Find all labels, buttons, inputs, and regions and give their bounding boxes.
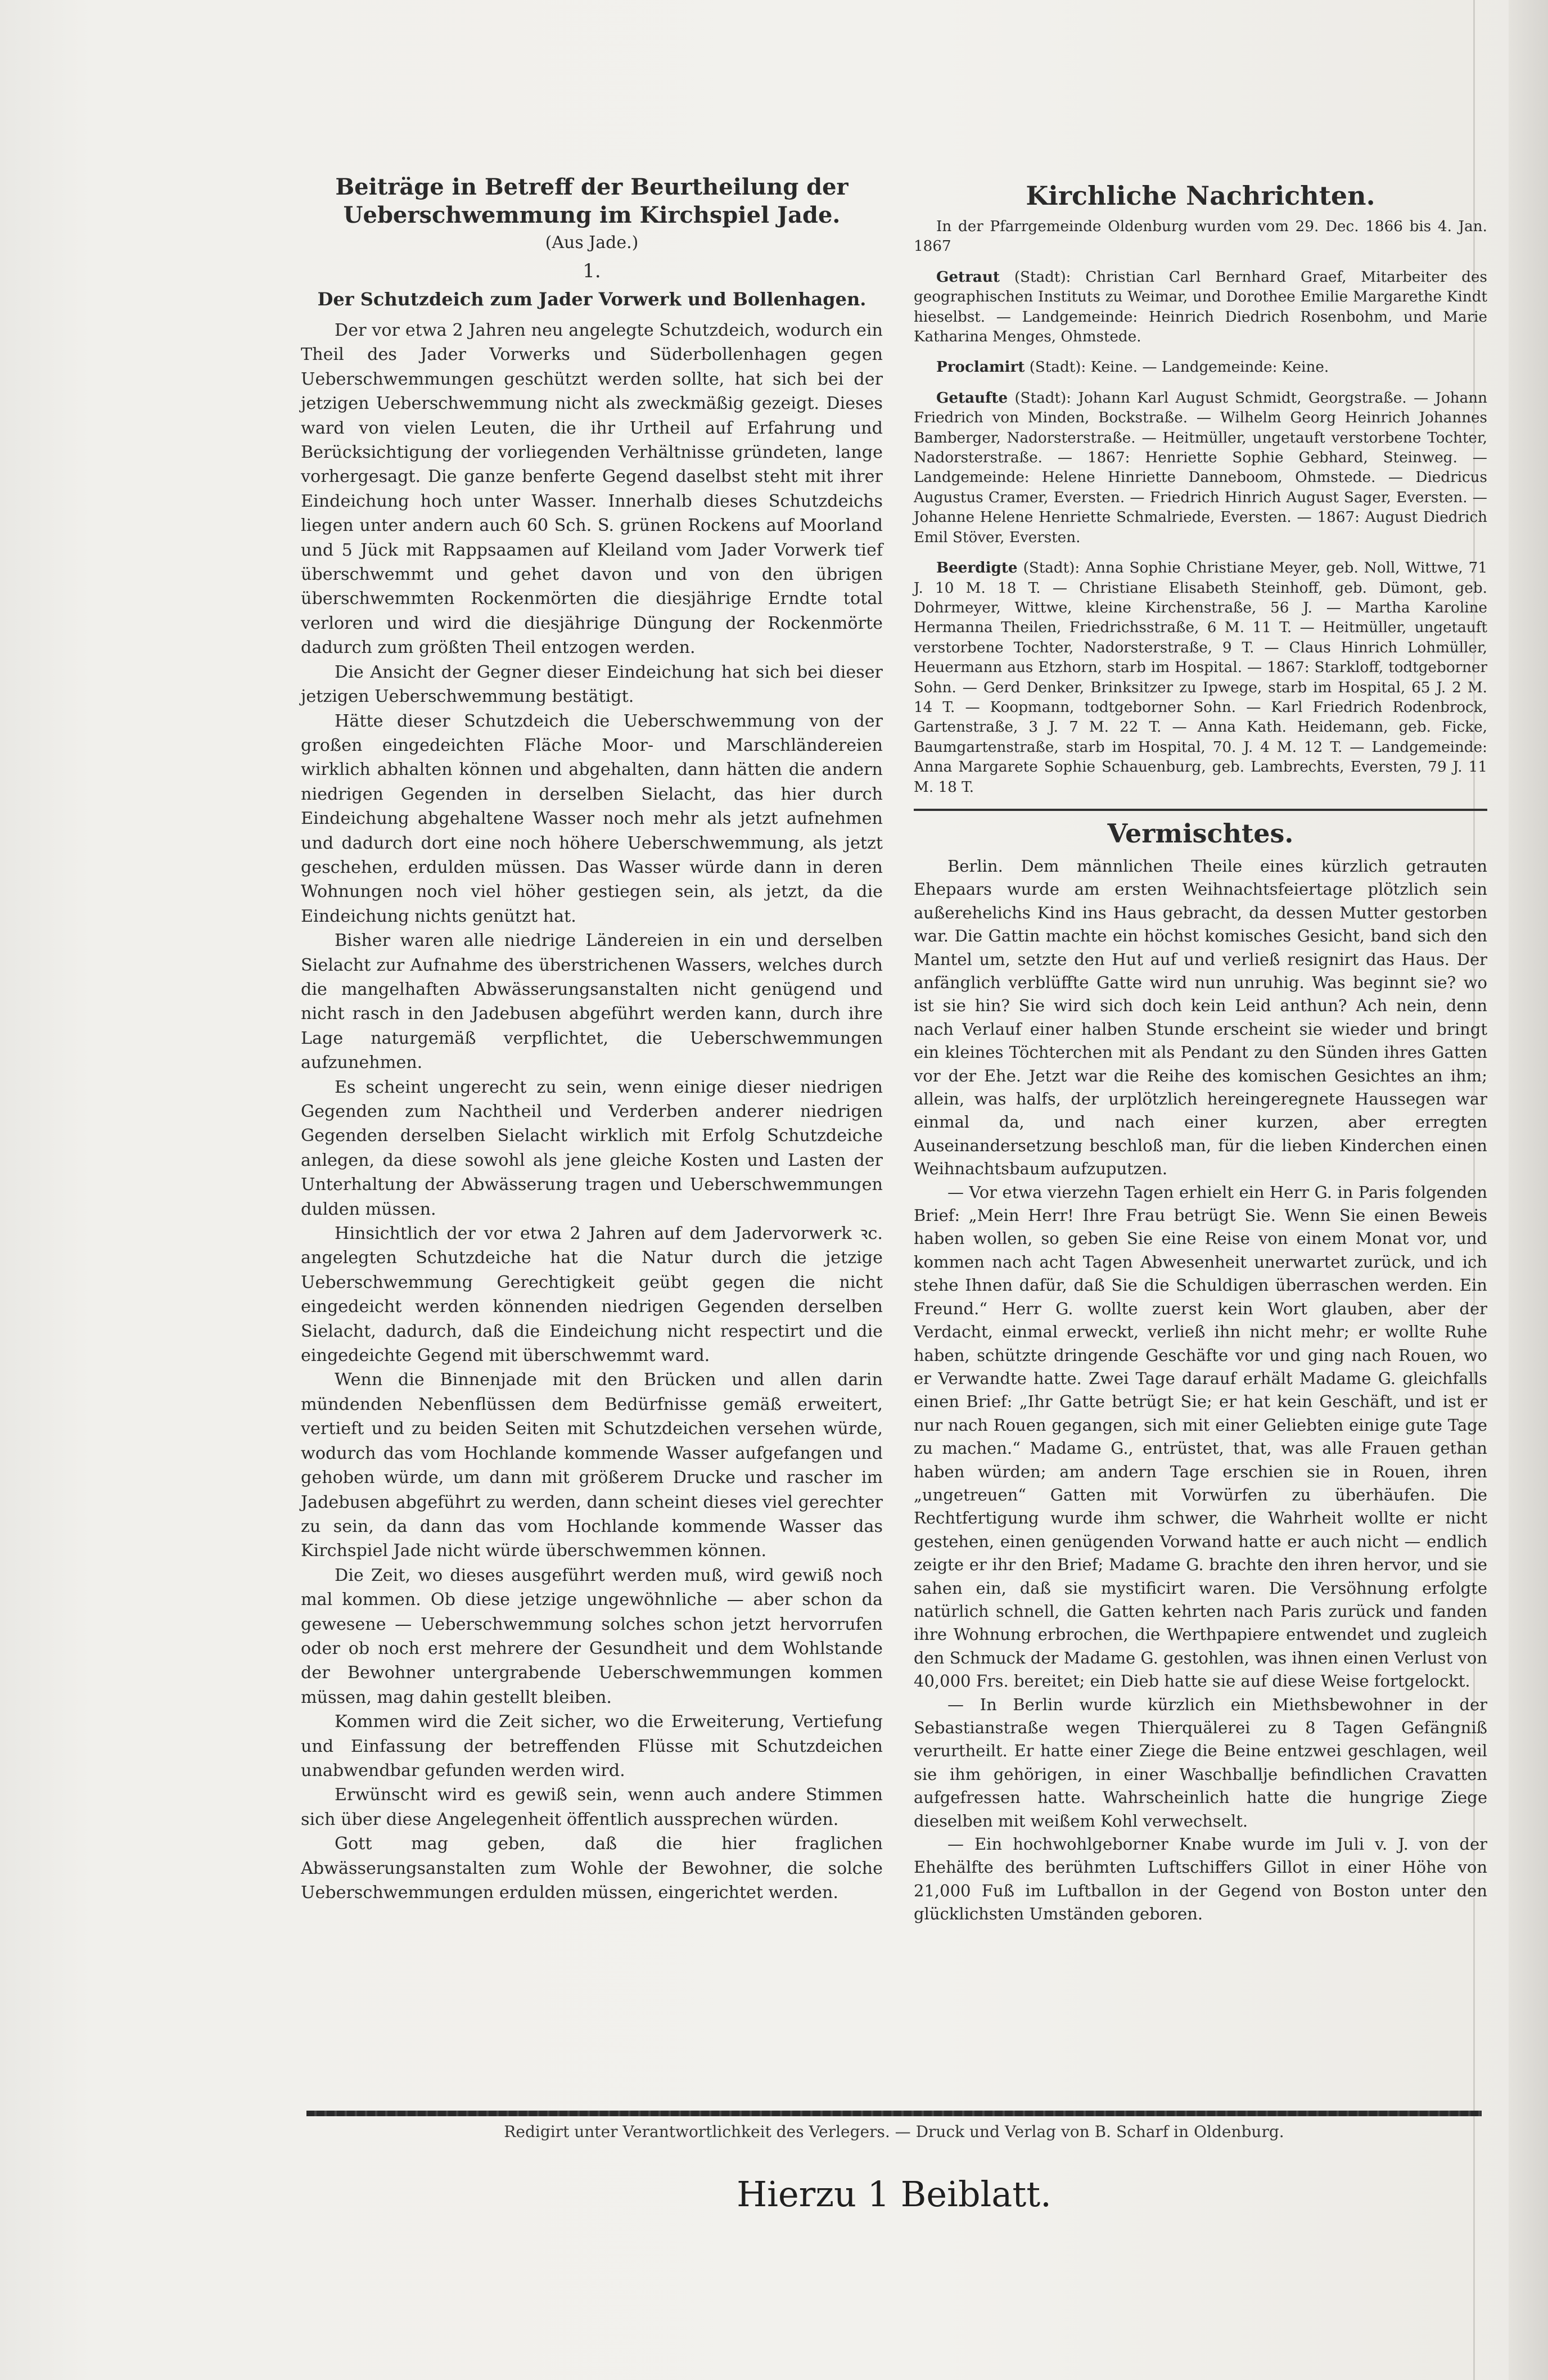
article-paragraph: Die Zeit, wo dieses ausgeführt werden muß, wird gewiß noch mal kommen. Ob diese jetzige ungewöhnliche — aber schon da gewesene — Ueberschwemmung solches schon jetzt hervorrufen oder ob noch erst mehrere der Gesundheit und dem Wohlstande der Bewohner untergrabende Ueberschwemmungen kommen müssen, mag dahin gestellt bleiben. xyxy=(301,1565,883,1707)
article-paragraph: Bisher waren alle niedrige Ländereien in ein und derselben Sielacht zur Aufnahme des überstrichenen Wassers, welches durch die mangelhaften Abwässerungsanstalten nicht genügend und nicht rasch in den Jadebusen abgeführt werden kann, durch ihre Lage naturgemäß verpflichtet, die Ueberschwemmungen aufzunehmen. xyxy=(301,931,883,1073)
church-news-title: Kirchliche Nachrichten. xyxy=(1026,181,1375,211)
buried-text: (Stadt): Anna Sophie Christiane Meyer, geb. Noll, Wittwe, 71 J. 10 M. 18 T. — Christiane Elisabeth Steinhoff, geb. Dümont, geb. Dohrmeyer, Wittwe, kleine Kirchenstraße, 56 J. — Martha Karoline Hermanna Theilen, Friedrichsstraße, 6 M. 11 T. — Heitmüller, ungetauft verstorbene Tochter, Nadorsterstraße, 9 T. — Claus Hinrich Lohmüller, Heuermann aus Etzhorn, starb im Hospital. — 1867: Starkloff, todtgeborner Sohn. — Gerd Denker, Brinksitzer zu Ipwege, starb im Hospital, 65 J. 2 M. 14 T. — Koopmann, todtgeborner Sohn. — Karl Friedrich Rodenbrock, Gartenstraße, 3 J. 7 M. 22 T. — Anna Kath. Heidemann, geb. Ficke, Baumgartenstraße, starb im Hospital, 70. J. 4 M. 12 T. — Landgemeinde: Anna Margarete Sophie Schauenburg, geb. Lambrechts, Eversten, 79 J. 11 M. 18 T. xyxy=(914,560,1487,796)
imprint-line: Redigirt unter Verantwortlichkeit des Verlegers. — Druck und Verlag von B. Scharf in Oldenburg. xyxy=(504,2122,1284,2141)
banns-text: (Stadt): Keine. — Landgemeinde: Keine. xyxy=(1025,359,1329,376)
church-news-baptized xyxy=(914,388,1487,548)
footer-rule xyxy=(306,2111,1482,2116)
misc-paragraph: — Vor etwa vierzehn Tagen erhielt ein Herr G. in Paris folgenden Brief: „Mein Herr! Ihre Frau betrügt Sie. Wenn Sie einen Beweis haben wollen, so geben Sie eine Reise von einem Monat vor, und kommen nach acht Tagen Abwesenheit unerwartet zurück, und ich stehe Ihnen dafür, daß Sie die Schuldigen überraschen werden. Ein Freund.“ Herr G. wollte zuerst kein Wort glauben, aber der Verdacht, einmal erweckt, verließ ihn nicht mehr; er wollte Ruhe haben, schützte dringende Geschäfte vor und ging nach Rouen, wo er Verwandte hatte. Zwei Tage darauf erhält Madame G. gleichfalls einen Brief: „Ihr Gatte betrügt Sie; er hat kein Geschäft, und ist er nur nach Rouen gegangen, sich mit einer Geliebten einige gute Tage zu machen.“ Madame G., entrüstet, that, was alle Frauen gethan haben würden; am andern Tage erschien sie in Rouen, ihren „ungetreuen“ Gatten mit Vorwürfen zu überhäufen. Die Rechtfertigung wurde ihm schwer, die Wahrheit wollte er nicht gestehen, einen genügenden Vorwand hatte er auch nicht — endlich zeigte er ihr den Brief; Madame G. brachte den ihren hervor, und sie sahen ein, daß sie mystificirt waren. Die Versöhnung erfolgte natürlich schnell, die Gatten kehrten nach Paris zurück und fanden ihre Wohnung erbrochen, die Werthpapiere entwendet und zugleich den Schmuck der Madame G. gestohlen, was ihnen einen Verlust von 40,000 Frs. bereitet; ein Dieb hatte sie auf diese Weise fortgelockt. xyxy=(914,1182,1487,1691)
article-paragraph: Wenn die Binnenjade mit den Brücken und allen darin mündenden Nebenflüssen dem Bedürfnisse gemäß erweitert, vertieft und zu beiden Seiten mit Schutzdeichen versehen würde, wodurch das vom Hochlande kommende Wasser aufgefangen und gehoben würde, um dann mit größerem Drucke und rascher im Jadebusen abgeführt zu werden, dann scheint dieses viel gerechter zu sein, da dann das vom Hochlande kommende Wasser das Kirchspiel Jade nicht würde überschwemmen können. xyxy=(301,1370,883,1561)
church-news-banns xyxy=(914,357,1487,377)
church-news-buried xyxy=(914,558,1487,797)
article-paragraph: Kommen wird die Zeit sicher, wo die Erweiterung, Vertiefung und Einfassung der betreffenden Flüsse mit Schutzdeichen unabwendbar gefunden werden wird. xyxy=(301,1712,883,1781)
left-column xyxy=(301,173,883,1905)
buried-label: Beerdigte xyxy=(936,559,1018,577)
article-paragraph: Hinsichtlich der vor etwa 2 Jahren auf dem Jadervorwerk ꝛc. angelegten Schutzdeiche hat die Natur durch die jetzige Ueberschwemmung Gerechtigkeit geübt gegen die nicht eingedeicht werden könnenden niedrigen Gegenden derselben Sielacht, dadurch, daß die Eindeichung nicht respectirt und die eingedeichte Gegend mit überschwemmt ward. xyxy=(301,1224,883,1366)
article-title: Beiträge in Betreff der Beurtheilung der Ueberschwemmung im Kirchspiel Jade. xyxy=(335,174,849,228)
right-column xyxy=(914,179,1487,1926)
article-paragraph: Die Ansicht der Gegner dieser Eindeichung hat sich bei dieser jetzigen Ueberschwemmung bestätigt. xyxy=(301,662,883,707)
misc-paragraph: — Ein hochwohlgeborner Knabe wurde im Juli v. J. von der Ehehälfte des berühmten Luftschiffers Gillot in einer Höhe von 21,000 Fuß im Luftballon in der Gegend von Boston unter den glücklichsten Umständen geboren. xyxy=(914,1834,1487,1924)
article-paragraph: Hätte dieser Schutzdeich die Ueberschwemmung von der großen eingedeichten Fläche Moor- und Marschländereien wirklich abhalten können und abgehalten, dann hätten die andern niedrigen Gegenden in derselben Sielacht, das hier durch Eindeichung abgehaltene Wasser noch mehr als jetzt aufnehmen und dadurch dort eine noch höhere Ueberschwemmung, als jetzt geschehen, erdulden müssen. Das Wasser würde dann in deren Wohnungen noch viel höher gestiegen sein, als jetzt, da die Eindeichung nichts genützt hat. xyxy=(301,711,883,926)
article-paragraph: Erwünscht wird es gewiß sein, wenn auch andere Stimmen sich über diese Angelegenheit öffentlich aussprechen würden. xyxy=(301,1785,883,1829)
church-news-married xyxy=(914,267,1487,348)
article-source: (Aus Jade.) xyxy=(545,233,639,253)
article-section-heading: Der Schutzdeich zum Jader Vorwerk und Bollenhagen. xyxy=(317,289,866,310)
article-paragraph: Der vor etwa 2 Jahren neu angelegte Schutzdeich, wodurch ein Theil des Jader Vorwerks und Süderbollenhagen gegen Ueberschwemmungen geschützt werden sollte, hat sich bei der jetzigen Ueberschwemmung nicht als zweckmäßig gezeigt. Dieses ward von vielen Leuten, die ihr Urtheil auf Erfahrung und Berücksichtigung der vorliegenden Verhältnisse gründeten, lange vorhergesagt. Die ganze benferte Gegend daselbst steht mit ihrer Eindeichung hoch unter Wasser. Innerhalb dieses Schutzdeichs liegen unter andern auch 60 Sch. S. grünen Rockens auf Moorland und 5 Jück mit Rappsaamen auf Kleiland vom Jader Vorwerk tief überschwemmt und gehet davon und von den übrigen überschwemmten Rockenmörten die diesjährige Erndte total verloren und wird die diesjährige Düngung der Rockenmörte dadurch zum größten Theil entzogen werden. xyxy=(301,321,883,658)
married-text: (Stadt): Christian Carl Bernhard Graef, Mitarbeiter des geographischen Instituts zu Weimar, und Dorothee Emilie Margarethe Kindt hieselbst. — Landgemeinde: Heinrich Diedrich Rosenbohm, und Marie Katharina Menges, Ohmstede. xyxy=(914,268,1487,346)
article-paragraph: Es scheint ungerecht zu sein, wenn einige dieser niedrigen Gegenden zum Nachtheil und Verderben anderer niedrigen Gegenden derselben Sielacht wirklich mit Erfolg Schutzdeiche anlegen, da diese sowohl als jene gleiche Kosten und Lasten der Unterhaltung der Abwässerung tragen und Ueberschwemmungen dulden müssen. xyxy=(301,1077,883,1219)
banns-label: Proclamirt xyxy=(936,358,1025,376)
baptized-label: Getaufte xyxy=(936,389,1008,407)
section-divider xyxy=(914,809,1487,811)
misc-paragraph: — In Berlin wurde kürzlich ein Miethsbewohner in der Sebastianstraße wegen Thierquälerei zu 8 Tagen Gefängniß verurtheilt. Er hatte einer Ziege die Beine entzwei geschlagen, weil sie ihm gehörigen, in einer Waschballje befindlichen Cravatten aufgefressen hatte. Wahrscheinlich hatte die hungrige Ziege dieselben mit weißem Kohl verwechselt. xyxy=(914,1694,1487,1831)
article-number: 1. xyxy=(583,260,601,282)
next-page-edge xyxy=(1509,0,1548,2380)
married-label: Getraut xyxy=(936,268,1000,286)
church-news-intro: In der Pfarrgemeinde Oldenburg wurden vom 29. Dec. 1866 bis 4. Jan. 1867 xyxy=(914,218,1487,255)
misc-paragraph: Berlin. Dem männlichen Theile eines kürzlich getrauten Ehepaars wurde am ersten Weihnachtsfeiertage plötzlich sein außerehelichs Kind ins Haus gebracht, da dessen Mutter gestorben war. Die Gattin machte ein höchst komisches Gesicht, band sich den Mantel um, setzte den Hut auf und verließ resignirt das Haus. Der anfänglich verblüffte Gatte wird nun unruhig. Was beginnt sie? wo ist sie hin? Sie wird sich doch kein Leid anthun? Ach nein, denn nach Verlauf einer halben Stunde erscheint sie wieder und bringt ein kleines Töchterchen mit als Pendant zu den Sünden ihres Gatten vor der Ehe. Jetzt war die Reihe des komischen Gesichtes an ihm; allein, was halfs, der urplötzlich hereingeregnete Haussegen war einmal da, und nach einer kurzen, aber erregten Auseinandersetzung beschloß man, für die lieben Kinderchen einen Weihnachtsbaum aufzuputzen. xyxy=(914,856,1487,1179)
supplement-notice: Hierzu 1 Beiblatt. xyxy=(737,2174,1051,2215)
article-paragraph: Gott mag geben, daß die hier fraglichen Abwässerungsanstalten zum Wohle der Bewohner, die solche Ueberschwemmungen erdulden müssen, eingerichtet werden. xyxy=(301,1834,883,1903)
baptized-text: (Stadt): Johann Karl August Schmidt, Georgstraße. — Johann Friedrich von Minden, Bockstraße. — Wilhelm Georg Heinrich Johannes Bamberger, Nadorsterstraße. — Heitmüller, ungetauft verstorbene Tochter, Nadorsterstraße. — 1867: Henriette Sophie Gebhard, Steinweg. — Landgemeinde: Helene Hinriette Danneboom, Ohmstede. — Diedricus Augustus Cramer, Eversten. — Friedrich Hinrich August Sager, Eversten. — Johanne Helene Henriette Schmalriede, Eversten. — 1867: August Diedrich Emil Stöver, Eversten. xyxy=(914,389,1487,546)
misc-section-title: Vermischtes. xyxy=(1107,818,1294,849)
